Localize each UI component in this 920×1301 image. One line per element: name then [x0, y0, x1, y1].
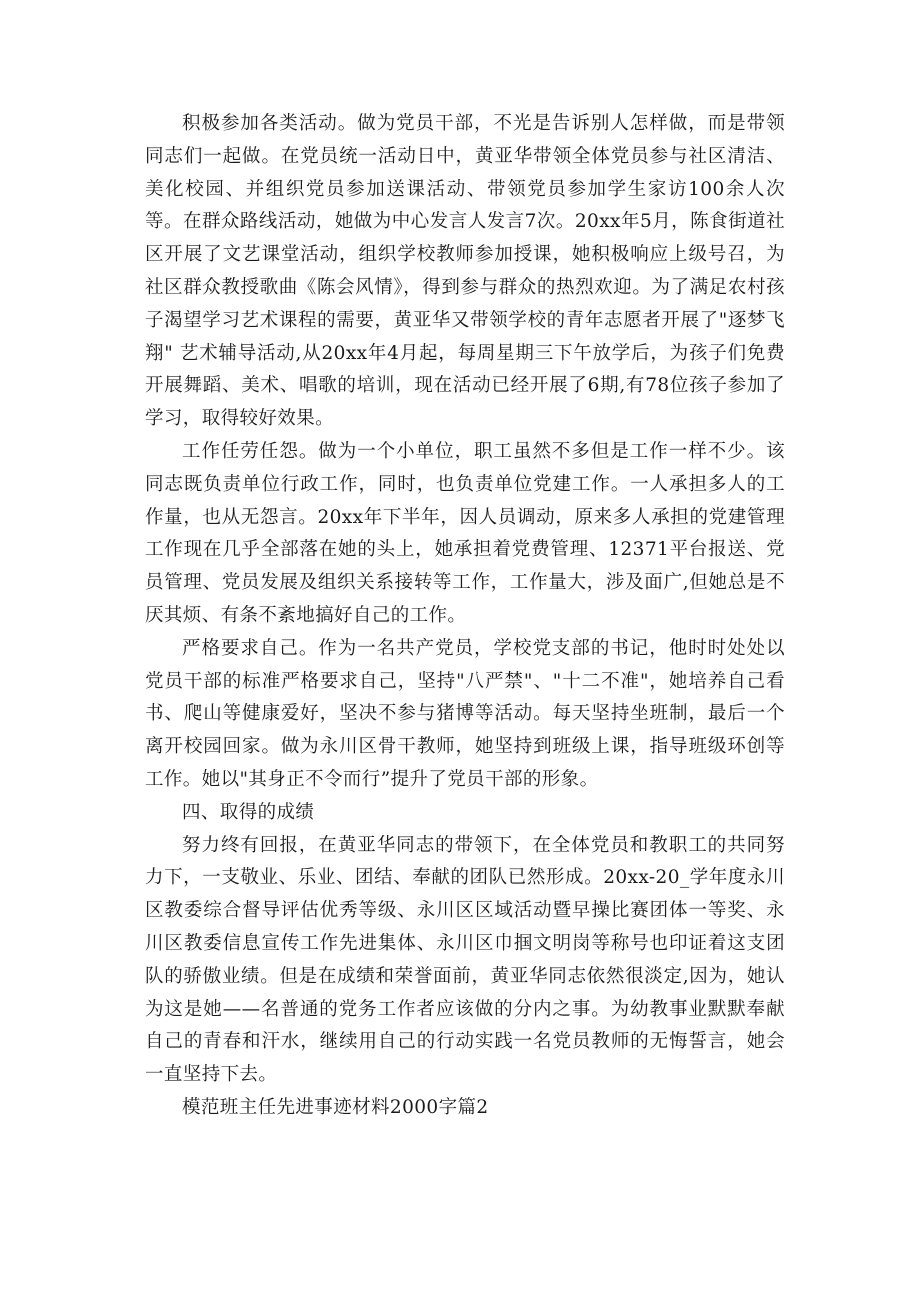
document-body — [145, 108, 785, 1125]
paragraph-achievements: 努力终有回报，在黄亚华同志的带领下，在全体党员和教职工的共同努力下，一支敬业、乐业、团结、奉献的团队已然形成。20xx-20_学年度永川区教委综合督导评估优秀等级、永川区区域活动暨早操比赛团体一等奖、永川区教委信息宣传工作先进集体、永川区巾掴文明岗等称号也印证着这支团队的骄傲业绩。但是在成绩和荣誉面前，黄亚华同志依然很淡定,因为，她认为这是她——名普通的党务工作者应该做的分内之事。为幼教事业默默奉献自己的青春和汗水，继续用自己的行动实践一名党员教师的无悔誓言，她会一直坚持下去。 — [145, 834, 785, 1086]
paragraph-hardworking: 工作任劳任怨。做为一个小单位，职工虽然不多但是工作一样不少。该同志既负责单位行政工作，同时，也负责单位党建工作。一人承担多人的工作量，也从无怨言。20xx年下半年，因人员调动，原来多人承担的党建管理工作现在几乎全部落在她的头上，她承担着党费管理、12371平台报送、党员管理、党员发展及组织关系接转等工作，工作量大，涉及面广,但她总是不厌其烦、有条不紊地搞好自己的工作。 — [145, 440, 785, 626]
section-heading-achievements: 四、取得的成绩 — [182, 801, 315, 823]
paragraph-self-discipline: 严格要求自己。作为一名共产党员，学校党支部的书记，他时时处处以党员干部的标准严格要求自己，坚持"八严禁"、"十二不准"，她培养自己看书、爬山等健康爱好，坚决不参与猪博等活动。每天坚持坐班制，最后一个离开校园回家。做为永川区骨干教师，她坚持到班级上课，指导班级环创等工作。她以"其身正不令而行”提升了党员干部的形象。 — [145, 637, 785, 790]
next-article-title: 模范班主任先进事迹材料2000字篇2 — [182, 1096, 489, 1118]
paragraph-activities: 积极参加各类活动。做为党员干部，不光是告诉别人怎样做，而是带领同志们一起做。在党员统一活动日中，黄亚华带领全体党员参与社区清洁、美化校园、并组织党员参加送课活动、带领党员参加学生家访100余人次等。在群众路线活动，她做为中心发言人发言7次。20xx年5月，陈食街道社区开展了文艺课堂活动，组织学校教师参加授课，她积极响应上级号召，为社区群众教授歌曲《陈会风情》，得到参与群众的热烈欢迎。为了满足农村孩子渴望学习艺术课程的需要，黄亚华又带领学校的青年志愿者开展了"逐梦飞翔" 艺术辅导活动,从20xx年4月起，每周星期三下午放学后，为孩子们免费开展舞蹈、美术、唱歌的培训，现在活动已经开展了6期,有78位孩子参加了学习，取得较好效果。 — [145, 113, 785, 430]
